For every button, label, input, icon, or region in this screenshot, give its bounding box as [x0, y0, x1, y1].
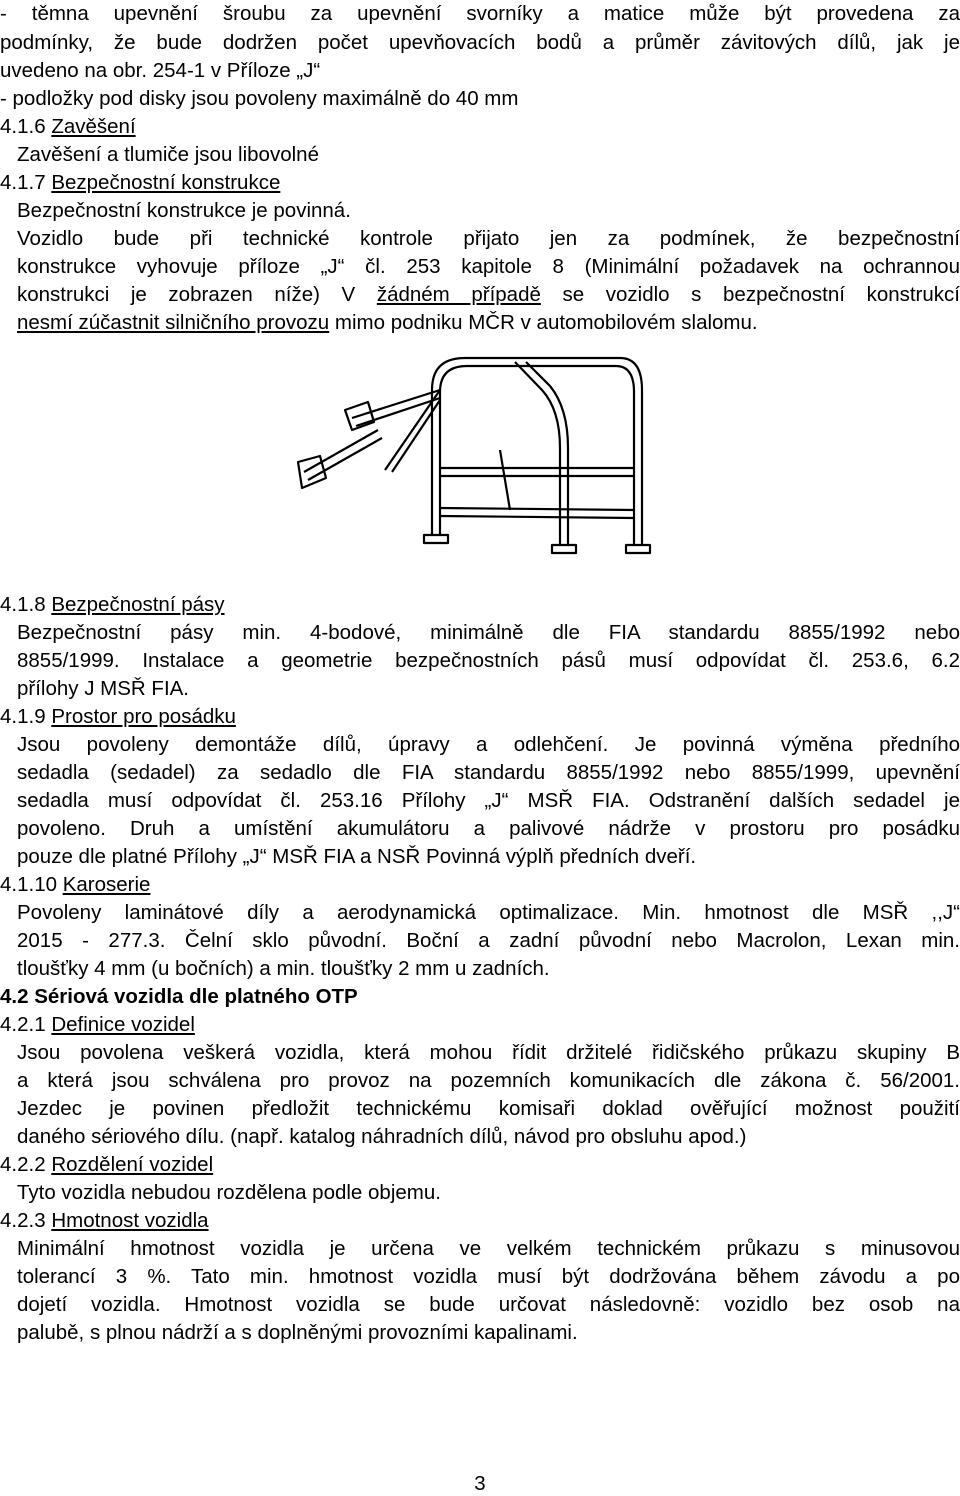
section-heading-4-1-8: [0, 591, 960, 619]
section-body: Jsou povoleny demontáže dílů, úpravy a odlehčení. Je povinná výměna předního: [17, 731, 960, 759]
section-title: Hmotnost vozidla: [51, 1209, 208, 1232]
section-body: Jezdec je povinen předložit technickému komisaři doklad ověřující možnost použití: [17, 1095, 960, 1123]
section-body: palubě, s plnou nádrží a s doplněnými provozními kapalinami.: [17, 1319, 960, 1347]
section-title: Rozdělení vozidel: [51, 1153, 213, 1176]
section-number: 4.1.8: [0, 593, 46, 616]
section-body: tolerancí 3 %. Tato min. hmotnost vozidla musí být dodržována během závodu a po: [17, 1263, 960, 1291]
section-body: Bezpečnostní pásy min. 4-bodové, minimálně dle FIA standardu 8855/1992 nebo: [17, 619, 960, 647]
underlined-text: žádném případě: [377, 283, 541, 306]
section-body: Povoleny laminátové díly a aerodynamická optimalizace. Min. hmotnost dle MSŘ ,,J“: [17, 899, 960, 927]
section-body: Bezpečnostní konstrukce je povinná.: [17, 197, 960, 225]
section-body: povoleno. Druh a umístění akumulátoru a palivové nádrže v prostoru pro posádku: [17, 815, 960, 843]
text-run: konstrukci je zobrazen níže) V: [17, 283, 355, 306]
section-body: a která jsou schválena pro provoz na pozemních komunikacích dle zákona č. 56/2001.: [17, 1067, 960, 1095]
page-number: 3: [0, 1472, 960, 1496]
section-number: 4.2.1: [0, 1013, 46, 1036]
section-heading-4-2: 4.2 Sériová vozidla dle platného OTP: [0, 983, 960, 1011]
section-body: [17, 253, 960, 281]
section-title: Zavěšení: [51, 115, 135, 138]
intro-line-1: - těmna upevnění šroubu za upevnění svorníky a matice může být provedena za: [0, 0, 960, 28]
section-title: Karoserie: [63, 873, 151, 896]
section-body: daného sériového dílu. (např. katalog náhradních dílů, návod pro obsluhu apod.): [17, 1123, 960, 1151]
section-number: 4.2.3: [0, 1209, 46, 1232]
section-title: Prostor pro posádku: [51, 705, 236, 728]
section-body: Zavěšení a tlumiče jsou libovolné: [17, 141, 960, 169]
section-body: [17, 281, 960, 309]
intro-line-4: - podložky pod disky jsou povoleny maximálně do 40 mm: [0, 85, 960, 113]
text-run: konstrukce vyhovuje příloze „J“ čl.: [17, 255, 386, 278]
section-title: Bezpečnostní pásy: [51, 593, 224, 616]
section-number: 4.1.10: [0, 873, 57, 896]
section-body: dojetí vozidla. Hmotnost vozidla se bude určovat následovně: vozidlo bez osob na: [17, 1291, 960, 1319]
section-body: Jsou povolena veškerá vozidla, která mohou řídit držitelé řidičského průkazu skupiny B: [17, 1039, 960, 1067]
section-body: tloušťky 4 mm (u bočních) a min. tloušťky 2 mm u zadních.: [17, 955, 960, 983]
section-number: 4.1.9: [0, 705, 46, 728]
section-number: 4.1.6: [0, 115, 46, 138]
section-title: Bezpečnostní konstrukce: [51, 171, 280, 194]
section-body: 2015 - 277.3. Čelní sklo původní. Boční a zadní původní nebo Macrolon, Lexan min.: [17, 927, 960, 955]
section-number: 4.1.7: [0, 171, 46, 194]
section-body: Tyto vozidla nebudou rozdělena podle objemu.: [17, 1179, 960, 1207]
section-title: Definice vozidel: [51, 1013, 195, 1036]
section-body: pouze dle platné Přílohy „J“ MSŘ FIA a NSŘ Povinná výplň předních dveří.: [17, 843, 960, 871]
text-run: se vozidlo s bezpečnostní konstrukcí: [563, 283, 960, 306]
section-heading-4-1-9: [0, 703, 960, 731]
underlined-text: nesmí zúčastnit silničního provozu: [17, 311, 329, 334]
intro-line-3: uvedeno na obr. 254-1 v Příloze „J“: [0, 57, 960, 85]
section-body: sedadla musí odpovídat čl. 253.16 Přílohy „J“ MSŘ FIA. Odstranění dalších sedadel je: [17, 787, 960, 815]
section-body: [17, 309, 960, 337]
section-number: 4.2.2: [0, 1153, 46, 1176]
section-heading-4-2-3: [0, 1207, 960, 1235]
section-heading-4-2-2: [0, 1151, 960, 1179]
section-body: Vozidlo bude při technické kontrole přijato jen za podmínek, že bezpečnostní: [17, 225, 960, 253]
section-heading-4-1-6: [0, 113, 960, 141]
section-heading-4-2-1: [0, 1011, 960, 1039]
section-body: Minimální hmotnost vozidla je určena ve velkém technickém průkazu s minusovou: [17, 1235, 960, 1263]
text-run: mimo podniku MČR v automobilovém slalomu.: [335, 311, 758, 334]
section-heading-4-1-10: [0, 871, 960, 899]
section-body: přílohy J MSŘ FIA.: [17, 675, 960, 703]
text-run: 253 kapitole 8 (Minimální požadavek na ochrannou: [406, 255, 960, 278]
section-body: sedadla (sedadel) za sedadlo dle FIA standardu 8855/1992 nebo 8855/1999, upevnění: [17, 759, 960, 787]
intro-line-2: podmínky, že bude dodržen počet upevňovacích bodů a průměr závitových dílů, jak je: [0, 29, 960, 57]
section-body: 8855/1999. Instalace a geometrie bezpečnostních pásů musí odpovídat čl. 253.6, 6.2: [17, 647, 960, 675]
roll-cage-illustration: [290, 350, 670, 555]
section-heading-4-1-7: [0, 169, 960, 197]
